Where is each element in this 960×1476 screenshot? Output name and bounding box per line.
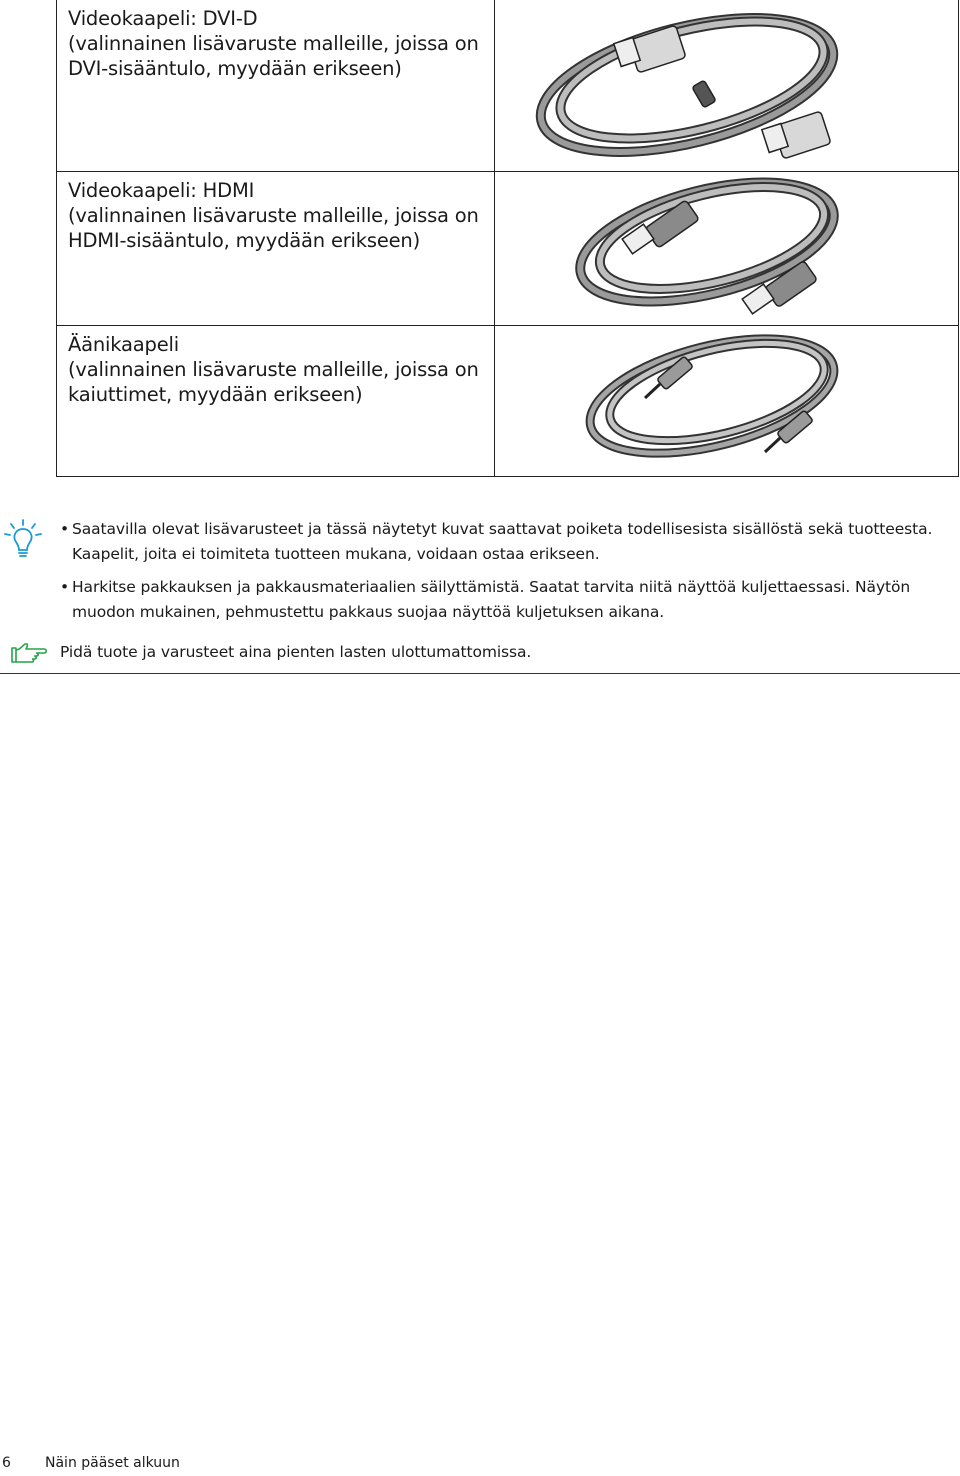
item-name: Äänikaapeli: [68, 333, 179, 356]
table-row: [57, 0, 958, 171]
lightbulb-icon: [2, 518, 44, 558]
accessories-table: [56, 0, 959, 477]
warning-text: Pidä tuote ja varusteet aina pienten lasten ulottumattomissa.: [60, 643, 532, 661]
audio-cable-icon: [497, 326, 958, 476]
item-name: Videokaapeli: DVI-D: [68, 7, 258, 30]
note-text: Kaapelit, joita ei toimiteta tuotteen mukana, voidaan ostaa erikseen.: [72, 545, 600, 563]
page-number: 6: [2, 1455, 11, 1471]
table-row: [57, 171, 958, 325]
dvi-cable-icon: [497, 0, 958, 171]
note-text: Harkitse pakkauksen ja pakkausmateriaalien säilyttämistä. Saatat tarvita niitä näyttöä kuljettaessasi. Näytön: [72, 578, 911, 596]
table-row: [57, 325, 958, 476]
item-description: Videokaapeli: HDMI (valinnainen lisävaruste malleille, joissa on HDMI-sisääntulo, myydään erikseen): [68, 179, 479, 252]
item-name: Videokaapeli: HDMI: [68, 179, 255, 202]
item-description: Videokaapeli: DVI-D (valinnainen lisävaruste malleille, joissa on DVI-sisääntulo, myydään erikseen): [68, 7, 479, 80]
note-text: muodon mukainen, pehmustettu pakkaus suojaa näyttöä kuljetuksen aikana.: [72, 603, 665, 621]
note-text: Saatavilla olevat lisävarusteet ja tässä näytetyt kuvat saattavat poiketa todellisesista sisällöstä sekä tuotteesta.: [72, 520, 933, 538]
divider: [0, 673, 960, 674]
hdmi-cable-icon: [497, 172, 958, 325]
section-title: Näin pääset alkuun: [45, 1455, 180, 1471]
pointing-hand-icon: [10, 640, 50, 666]
item-description: Äänikaapeli (valinnainen lisävaruste malleille, joissa on kaiuttimet, myydään erikseen): [68, 333, 479, 406]
